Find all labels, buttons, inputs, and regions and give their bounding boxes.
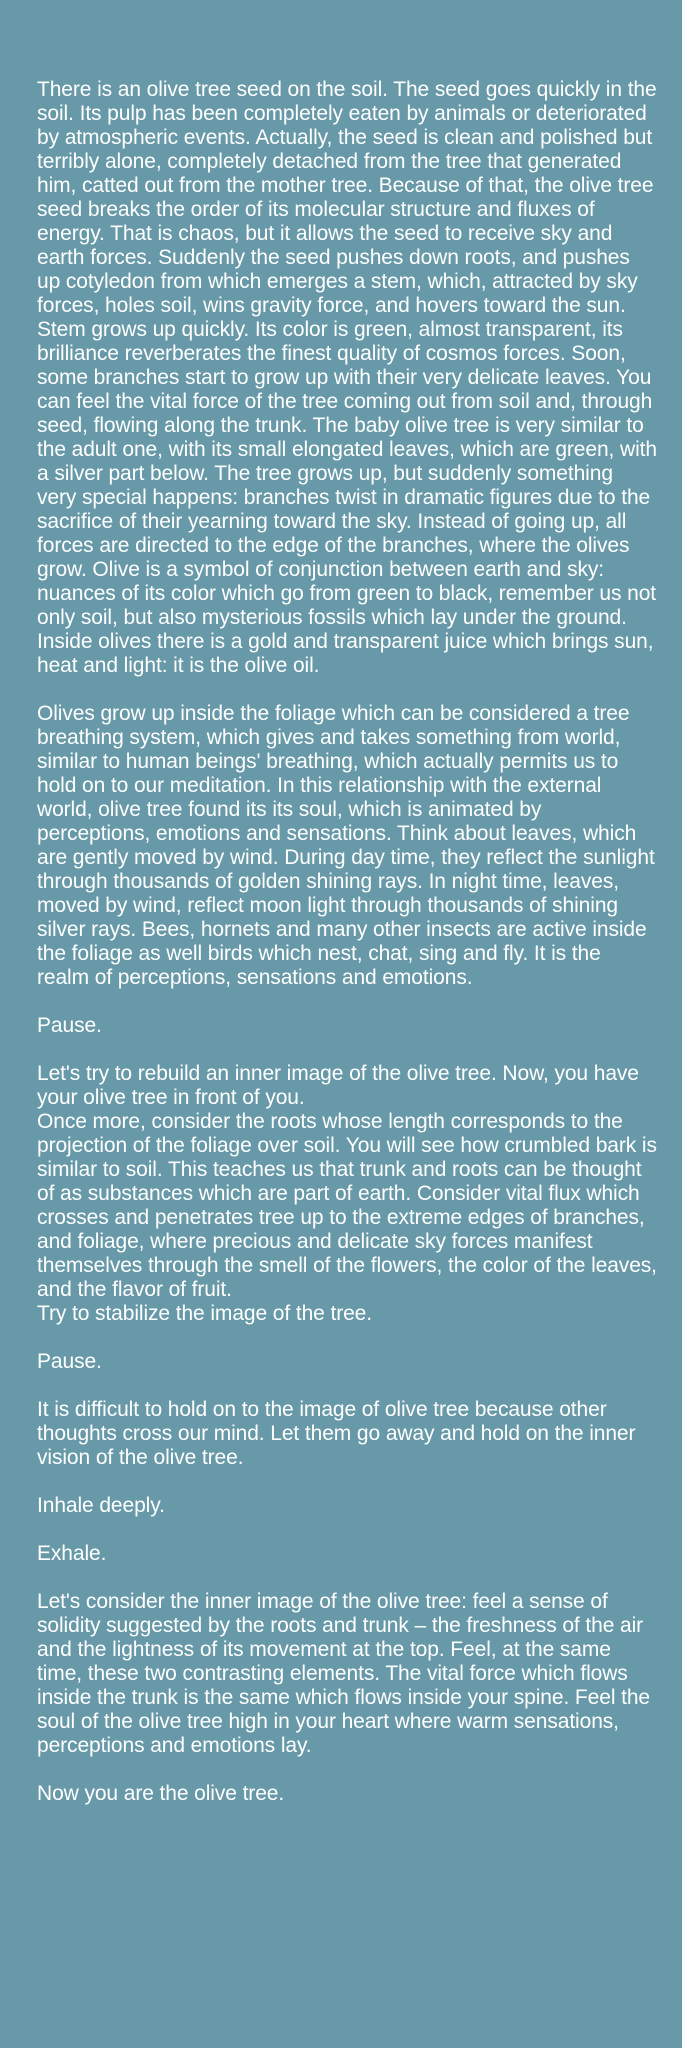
paragraph-hold-image: [37, 1398, 657, 1470]
paragraph-pause-2: [37, 1350, 657, 1374]
paragraph-text: It is difficult to hold on to the image of olive tree because other thoughts cross our mind. Let them go away and hold on the inner vision of the olive tree.: [37, 1398, 636, 1469]
paragraph-text: Olives grow up inside the foliage which can be considered a tree breathing system, which gives and takes something from world, similar to human beings' breathing, which actually permits us to hold on to our meditation. In this relationship with the external world, olive tree found its its soul, which is animated by perceptions, emotions and sensations. Think about leaves, which are gently moved by wind. During day time, they reflect the sunlight through thousands of golden shining rays. In night time, leaves, moved by wind, reflect moon light through thousands of shining silver rays. Bees, hornets and many other insects are active inside the foliage as well birds which nest, chat, sing and fly. It is the realm of perceptions, sensations and emotions.: [37, 702, 655, 989]
paragraph-text: Pause.: [37, 1350, 102, 1373]
article-body: [37, 78, 657, 1830]
paragraph-seed: [37, 78, 657, 678]
paragraph-inhale: [37, 1494, 657, 1518]
paragraph-text: Inhale deeply.: [37, 1494, 165, 1517]
paragraph-text: Pause.: [37, 1014, 102, 1037]
paragraph-inner-image: [37, 1590, 657, 1758]
paragraph-text: There is an olive tree seed on the soil. The seed goes quickly in the soil. Its pulp has been completely eaten by animals or deteriorated by atmospheric events. Actually, the seed is clean and polished but terribly alone, completely detached from the tree that generated him, catted out from the mother tree. Because of that, the olive tree seed breaks the order of its molecular structure and fluxes of energy. That is chaos, but it allows the seed to receive sky and earth forces. Suddenly the seed pushes down roots, and pushes up cotyledon from which emerges a stem, which, attracted by sky forces, holes soil, wins gravity force, and hovers toward the sun. Stem grows up quickly. Its color is green, almost transparent, its brilliance reverberates the finest quality of cosmos forces. Soon, some branches start to grow up with their very delicate leaves. You can feel the vital force of the tree coming out from soil and, through seed, flowing along the trunk. The baby olive tree is very similar to the adult one, with its small elongated leaves, which are green, with a silver part below. The tree grows up, but suddenly something very special happens: branches twist in dramatic figures due to the sacrifice of their yearning toward the sky. Instead of going up, all forces are directed to the edge of the branches, where the olives grow. Olive is a symbol of conjunction between earth and sky: nuances of its color which go from green to black, remember us not only soil, but also mysterious fossils which lay under the ground. Inside olives there is a gold and transparent juice which brings sun, heat and light: it is the olive oil.: [37, 78, 657, 677]
paragraph-pause-1: [37, 1014, 657, 1038]
paragraph-foliage: [37, 702, 657, 990]
paragraph-text: Let's try to rebuild an inner image of the olive tree. Now, you have your olive tree in front of you.: [37, 1062, 639, 1109]
paragraph-exhale: [37, 1542, 657, 1566]
paragraph-text: Try to stabilize the image of the tree.: [37, 1302, 372, 1325]
paragraph-text: Exhale.: [37, 1542, 107, 1565]
paragraph-text: Now you are the olive tree.: [37, 1782, 285, 1805]
paragraph-rebuild-image: [37, 1062, 657, 1326]
paragraph-closing: [37, 1782, 657, 1806]
paragraph-text: Once more, consider the roots whose length corresponds to the projection of the foliage over soil. You will see how crumbled bark is similar to soil. This teaches us that trunk and roots can be thought of as substances which are part of earth. Consider vital flux which crosses and penetrates tree up to the extreme edges of branches, and foliage, where precious and delicate sky forces manifest themselves through the smell of the flowers, the color of the leaves, and the flavor of fruit.: [37, 1110, 657, 1301]
paragraph-text: Let's consider the inner image of the olive tree: feel a sense of solidity suggested by the roots and trunk – the freshness of the air and the lightness of its movement at the top. Feel, at the same time, these two contrasting elements. The vital force which flows inside the trunk is the same which flows inside your spine. Feel the soul of the olive tree high in your heart where warm sensations, perceptions and emotions lay.: [37, 1590, 651, 1757]
